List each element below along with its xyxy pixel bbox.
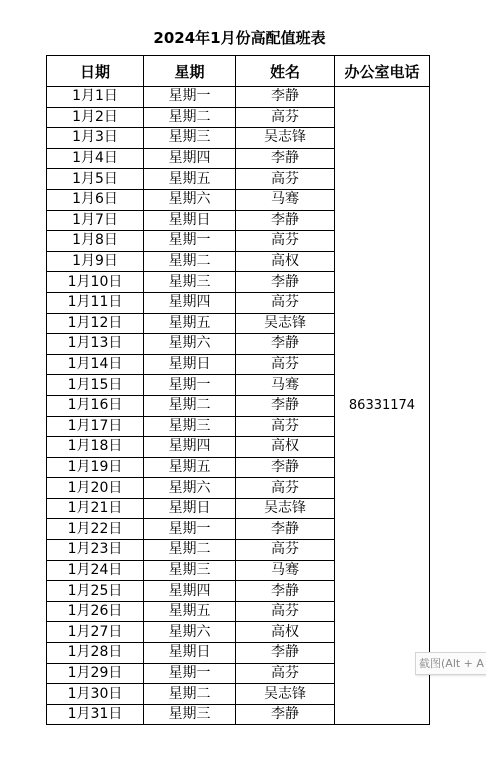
duty-schedule-table [46,55,430,725]
name-cell[interactable]: 高权 [236,251,335,272]
name-cell[interactable]: 高芬 [236,478,335,499]
weekday-cell[interactable]: 星期二 [144,540,236,561]
date-cell[interactable]: 1月14日 [47,354,144,375]
weekday-cell[interactable]: 星期一 [144,231,236,252]
name-cell[interactable]: 高芬 [236,107,335,128]
name-cell[interactable]: 高芬 [236,663,335,684]
name-cell[interactable]: 高芬 [236,231,335,252]
name-cell[interactable]: 吴志锋 [236,498,335,519]
date-cell[interactable]: 1月31日 [47,704,144,725]
name-cell[interactable]: 高芬 [236,416,335,437]
date-cell[interactable]: 1月1日 [47,87,144,108]
header-phone[interactable]: 办公室电话 [335,56,430,87]
weekday-cell[interactable]: 星期日 [144,643,236,664]
date-cell[interactable]: 1月3日 [47,128,144,149]
date-cell[interactable]: 1月16日 [47,395,144,416]
date-cell[interactable]: 1月15日 [47,375,144,396]
weekday-cell[interactable]: 星期三 [144,128,236,149]
weekday-cell[interactable]: 星期二 [144,684,236,705]
name-cell[interactable]: 李静 [236,210,335,231]
phone-cell[interactable]: 86331174 [335,87,430,725]
name-cell[interactable]: 高芬 [236,354,335,375]
weekday-cell[interactable]: 星期六 [144,334,236,355]
date-cell[interactable]: 1月18日 [47,437,144,458]
weekday-cell[interactable]: 星期四 [144,148,236,169]
header-row [47,56,430,87]
date-cell[interactable]: 1月9日 [47,251,144,272]
table-row [47,87,430,108]
name-cell[interactable]: 吴志锋 [236,128,335,149]
weekday-cell[interactable]: 星期日 [144,354,236,375]
name-cell[interactable]: 高权 [236,437,335,458]
date-cell[interactable]: 1月2日 [47,107,144,128]
name-cell[interactable]: 李静 [236,519,335,540]
name-cell[interactable]: 马骞 [236,189,335,210]
header-weekday[interactable]: 星期 [144,56,236,87]
name-cell[interactable]: 吴志锋 [236,684,335,705]
name-cell[interactable]: 高芬 [236,169,335,190]
date-cell[interactable]: 1月21日 [47,498,144,519]
weekday-cell[interactable]: 星期四 [144,437,236,458]
weekday-cell[interactable]: 星期日 [144,210,236,231]
weekday-cell[interactable]: 星期六 [144,189,236,210]
weekday-cell[interactable]: 星期五 [144,457,236,478]
weekday-cell[interactable]: 星期三 [144,416,236,437]
date-cell[interactable]: 1月5日 [47,169,144,190]
name-cell[interactable]: 高芬 [236,292,335,313]
weekday-cell[interactable]: 星期四 [144,581,236,602]
date-cell[interactable]: 1月17日 [47,416,144,437]
date-cell[interactable]: 1月8日 [47,231,144,252]
page-title: 2024年1月份高配值班表 [153,29,326,47]
weekday-cell[interactable]: 星期三 [144,704,236,725]
date-cell[interactable]: 1月11日 [47,292,144,313]
date-cell[interactable]: 1月23日 [47,540,144,561]
name-cell[interactable]: 李静 [236,148,335,169]
name-cell[interactable]: 吴志锋 [236,313,335,334]
name-cell[interactable]: 马骞 [236,560,335,581]
weekday-cell[interactable]: 星期二 [144,107,236,128]
date-cell[interactable]: 1月20日 [47,478,144,499]
weekday-cell[interactable]: 星期二 [144,251,236,272]
weekday-cell[interactable]: 星期三 [144,272,236,293]
name-cell[interactable]: 李静 [236,395,335,416]
weekday-cell[interactable]: 星期六 [144,478,236,499]
weekday-cell[interactable]: 星期五 [144,601,236,622]
date-cell[interactable]: 1月7日 [47,210,144,231]
name-cell[interactable]: 李静 [236,704,335,725]
date-cell[interactable]: 1月19日 [47,457,144,478]
header-date[interactable]: 日期 [47,56,144,87]
name-cell[interactable]: 李静 [236,457,335,478]
name-cell[interactable]: 高权 [236,622,335,643]
name-cell[interactable]: 高芬 [236,540,335,561]
weekday-cell[interactable]: 星期五 [144,169,236,190]
name-cell[interactable]: 李静 [236,272,335,293]
date-cell[interactable]: 1月4日 [47,148,144,169]
weekday-cell[interactable]: 星期五 [144,313,236,334]
weekday-cell[interactable]: 星期一 [144,375,236,396]
weekday-cell[interactable]: 星期二 [144,395,236,416]
date-cell[interactable]: 1月6日 [47,189,144,210]
date-cell[interactable]: 1月22日 [47,519,144,540]
name-cell[interactable]: 李静 [236,581,335,602]
date-cell[interactable]: 1月26日 [47,601,144,622]
date-cell[interactable]: 1月12日 [47,313,144,334]
date-cell[interactable]: 1月24日 [47,560,144,581]
date-cell[interactable]: 1月28日 [47,643,144,664]
date-cell[interactable]: 1月10日 [47,272,144,293]
weekday-cell[interactable]: 星期一 [144,663,236,684]
name-cell[interactable]: 马骞 [236,375,335,396]
date-cell[interactable]: 1月29日 [47,663,144,684]
date-cell[interactable]: 1月25日 [47,581,144,602]
name-cell[interactable]: 高芬 [236,601,335,622]
date-cell[interactable]: 1月27日 [47,622,144,643]
weekday-cell[interactable]: 星期三 [144,560,236,581]
weekday-cell[interactable]: 星期四 [144,292,236,313]
weekday-cell[interactable]: 星期日 [144,498,236,519]
date-cell[interactable]: 1月30日 [47,684,144,705]
screenshot-tooltip: 截图(Alt + A [415,652,486,675]
weekday-cell[interactable]: 星期一 [144,87,236,108]
weekday-cell[interactable]: 星期一 [144,519,236,540]
header-name[interactable]: 姓名 [236,56,335,87]
date-cell[interactable]: 1月13日 [47,334,144,355]
name-cell[interactable]: 李静 [236,334,335,355]
name-cell[interactable]: 李静 [236,87,335,108]
name-cell[interactable]: 李静 [236,643,335,664]
weekday-cell[interactable]: 星期六 [144,622,236,643]
